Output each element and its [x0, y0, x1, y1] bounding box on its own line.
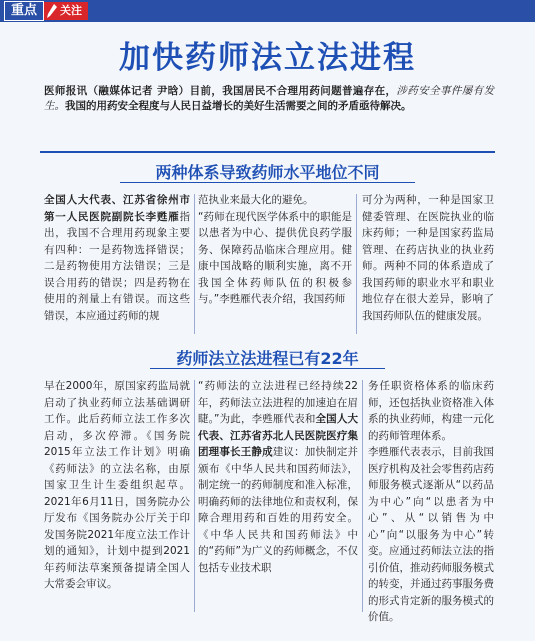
section1-col1 — [44, 192, 190, 324]
tag-sub-label: 关注 — [60, 4, 83, 17]
pen-icon — [47, 4, 57, 18]
speaker-1: 全国人大代表、江苏省徐州市第一人民医院副院长李甦雁 — [44, 194, 190, 223]
section2-col1-text: 早在2000年，原国家药监局就启动了执业药师立法基础调研工作。此后药师立法工作多次启动，多次停滞。《国务院2015年立法工作计划》明确《药师法》的立法名称，由原国家卫生计生委组织起草。2021年6月11日，国务院办公厅发布《国务院办公厅关于印发国务院2021年度立法工作计划的通知》，计划中提到2021年药师法草案预备提请全国人大常委会审议。 — [44, 380, 190, 590]
speaker-2: 全国人大代表、江苏省苏北人民医院医疗集团理事长王静成 — [198, 413, 358, 458]
section2-col2-text-a: “药师法的立法进程已经持续22年，药师法立法进程的加速迫在眉睫。”为此，李甦雁代表和 — [198, 380, 358, 425]
section2-divider-1 — [194, 380, 195, 612]
article-intro — [44, 84, 494, 114]
byline: 医师报讯（融媒体记者 尹晗） — [44, 85, 190, 97]
tag-sub — [44, 2, 88, 20]
section1-divider-1 — [194, 194, 195, 334]
section-tag — [4, 2, 88, 20]
intro-text-b: 涉药安全事件屡有发生。 — [44, 85, 495, 112]
section1-heading-underline — [120, 182, 415, 183]
section2-heading: 药师法立法进程已有22年 — [176, 349, 359, 368]
section2-col3-text-a: 务任职资格体系的临床药师，还包括执业资格准入体系的执业药师，构建一元化的药师管理体系。 — [368, 380, 494, 442]
section2-col3-text-b: 李甦雁代表表示，目前我国医疗机构及社会零售药店药师服务模式逐渐从“以药品为中心”向“以患者为中心”、从“以销售为中心”向“以服务为中心”转变。应通过药师法立法的指引价值，推动药师服务模式的转变，并通过药事服务费的形式肯定新的服务模式的价值。 — [368, 446, 494, 623]
section1-heading: 两种体系导致药师水平地位不同 — [155, 163, 380, 182]
section1-col2 — [198, 192, 352, 308]
section2-col3 — [368, 378, 494, 626]
section1-col1-text: 指出，我国不合理用药现象主要有四种：一是药物选择错误；二是药物使用方法错误；三是误合用药的错误；四是药物在使用的剂量上有错误。而这些错误，本应通过药师的规 — [44, 210, 190, 322]
section2-divider-2 — [362, 380, 363, 612]
section1-col2-text: 范执业来最大化的避免。 — [198, 194, 314, 206]
section2-col1 — [44, 378, 190, 593]
intro-text-c: 我国的用药安全程度与人民日益增长的美好生活需要之间的矛盾亟待解决。 — [65, 100, 412, 112]
section2-col2 — [198, 378, 358, 576]
section1-col3-text: 可分为两种，一种是国家卫健委管理、在医院执业的临床药师；一种是国家药监局管理、在药店执业的执业药师。两种不同的体系造成了我国药师的职业水平和职业地位存在很大差异，影响了我国药师队伍的健康发展。 — [362, 194, 494, 322]
section1-divider-2 — [356, 194, 357, 334]
tag-main: 重点 — [4, 1, 44, 21]
intro-text-a: 目前，我国居民不合理用药问题普遍存在， — [189, 85, 397, 97]
article-title: 加快药师法立法进程 — [119, 40, 416, 76]
section2-col2-text-b: 建议：加快制定并颁布《中华人民共和国药师法》，制定统一的药师制度和准入标准，明确药师的法律地位和责权利，保障合理用药和百姓的用药安全。《中华人民共和国药师法》中的“药师”为广义的药师概念，不仅包括专业技术职 — [198, 446, 358, 574]
section1-col3 — [362, 192, 494, 324]
section1-col2-quote: “药师在现代医学体系中的职能是以患者为中心、提供优良药学服务、保障药品临床合理应用。健康中国战略的顺利实施，离不开我国全体药师队伍的积极参与。”李甦雁代表介绍，我国药师 — [198, 210, 352, 305]
section2-heading-underline — [150, 368, 385, 369]
section1-top-rule — [40, 151, 495, 153]
